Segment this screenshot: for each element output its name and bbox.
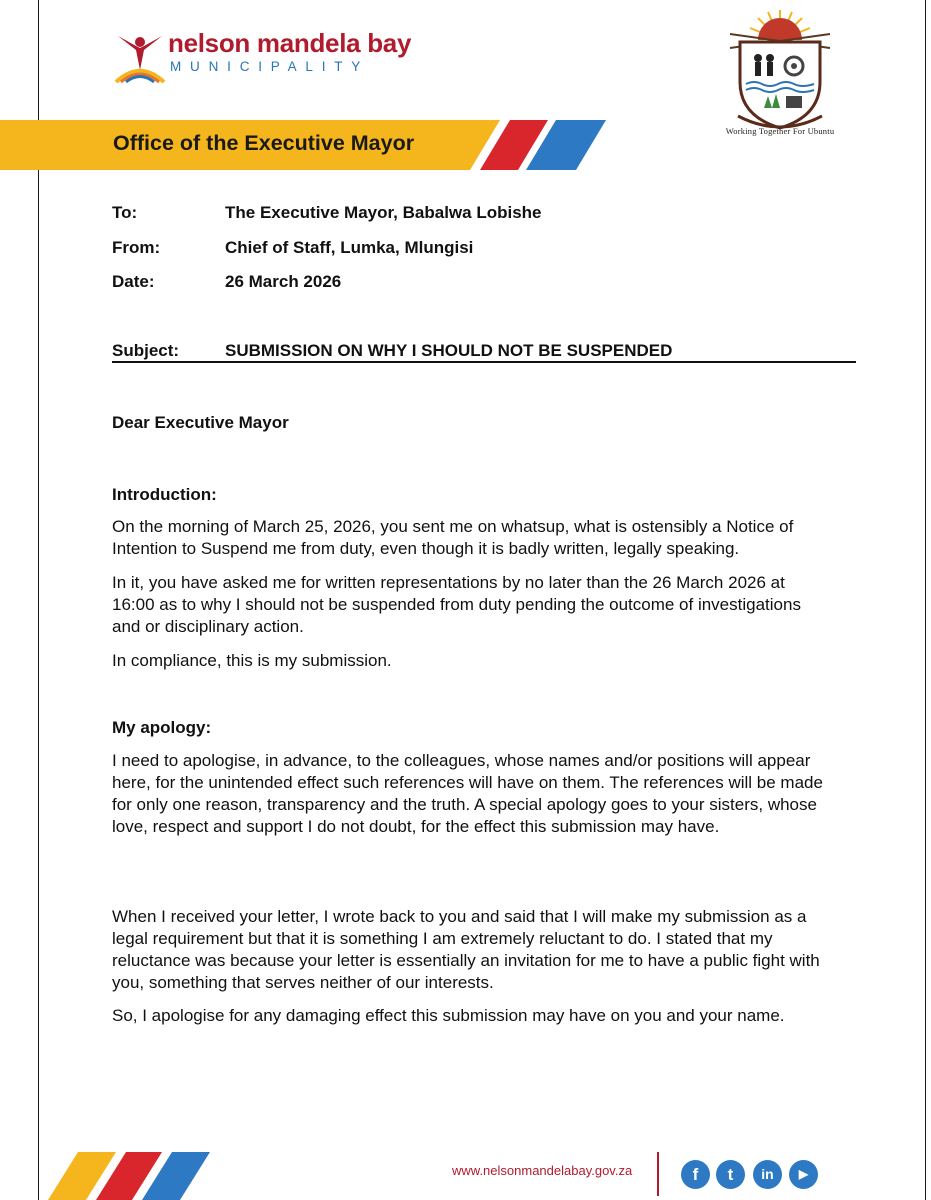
footer-stripes bbox=[38, 1152, 218, 1200]
logo-subtitle: MUNICIPALITY bbox=[170, 59, 370, 74]
salutation: Dear Executive Mayor bbox=[112, 413, 289, 432]
youtube-icon[interactable]: ▶ bbox=[789, 1160, 818, 1189]
footer-website-link[interactable]: www.nelsonmandelabay.gov.za bbox=[452, 1163, 633, 1178]
date-value: 26 March 2026 bbox=[225, 272, 342, 291]
date-label: Date: bbox=[112, 272, 155, 291]
from-label: From: bbox=[112, 238, 161, 257]
to-value: The Executive Mayor, Babalwa Lobishe bbox=[225, 203, 542, 222]
subject-label: Subject: bbox=[112, 341, 180, 360]
crest-motto: Working Together For Ubuntu bbox=[725, 126, 835, 136]
banner-title: Office of the Executive Mayor bbox=[113, 131, 415, 155]
logo-figure-icon bbox=[112, 30, 168, 90]
from-value: Chief of Staff, Lumka, Mlungisi bbox=[225, 238, 474, 257]
facebook-icon[interactable]: f bbox=[681, 1160, 710, 1189]
subject-value: SUBMISSION ON WHY I SHOULD NOT BE SUSPENDED bbox=[225, 341, 673, 360]
subject-underline bbox=[112, 361, 856, 363]
footer-divider bbox=[657, 1152, 659, 1196]
introduction-paragraph-3: In compliance, this is my submission. bbox=[112, 651, 392, 670]
apology-paragraph-1: I need to apologise, in advance, to the colleagues, whose names and/or positions will appear here, for the unintended effect such references will have on them. The references will be made for only one reason, transparency and the truth. A special apology goes to your sisters, whose love, respect and support I do not doubt, for the effect this submission may have. bbox=[112, 751, 823, 836]
to-label: To: bbox=[112, 203, 138, 222]
apology-paragraph-3: So, I apologise for any damaging effect this submission may have on you and your name. bbox=[112, 1006, 785, 1025]
municipality-logo bbox=[112, 30, 412, 90]
page-border-right bbox=[925, 0, 926, 1200]
logo-name: nelson mandela bay bbox=[168, 28, 412, 58]
apology-heading: My apology: bbox=[112, 718, 212, 737]
page-border-left bbox=[38, 0, 39, 1200]
twitter-icon[interactable]: t bbox=[716, 1160, 745, 1189]
introduction-heading: Introduction: bbox=[112, 485, 217, 504]
introduction-paragraph-1: On the morning of March 25, 2026, you sent me on whatsup, what is ostensibly a Notice of Intention to Suspend me from duty, even though it is badly written, legally speaking. bbox=[112, 517, 794, 558]
apology-paragraph-2: When I received your letter, I wrote back to you and said that I will make my submission as a legal requirement but that it is something I am extremely reluctant to do. I stated that my reluctance was because your letter is essentially an invitation for me to have a public fight with you, something that serves neither of our interests. bbox=[112, 907, 820, 992]
introduction-paragraph-2: In it, you have asked me for written representations by no later than the 26 March 2026 at 16:00 as to why I should not be suspended from duty pending the outcome of investigations and or disciplinary action. bbox=[112, 573, 801, 636]
linkedin-icon[interactable]: in bbox=[753, 1160, 782, 1189]
